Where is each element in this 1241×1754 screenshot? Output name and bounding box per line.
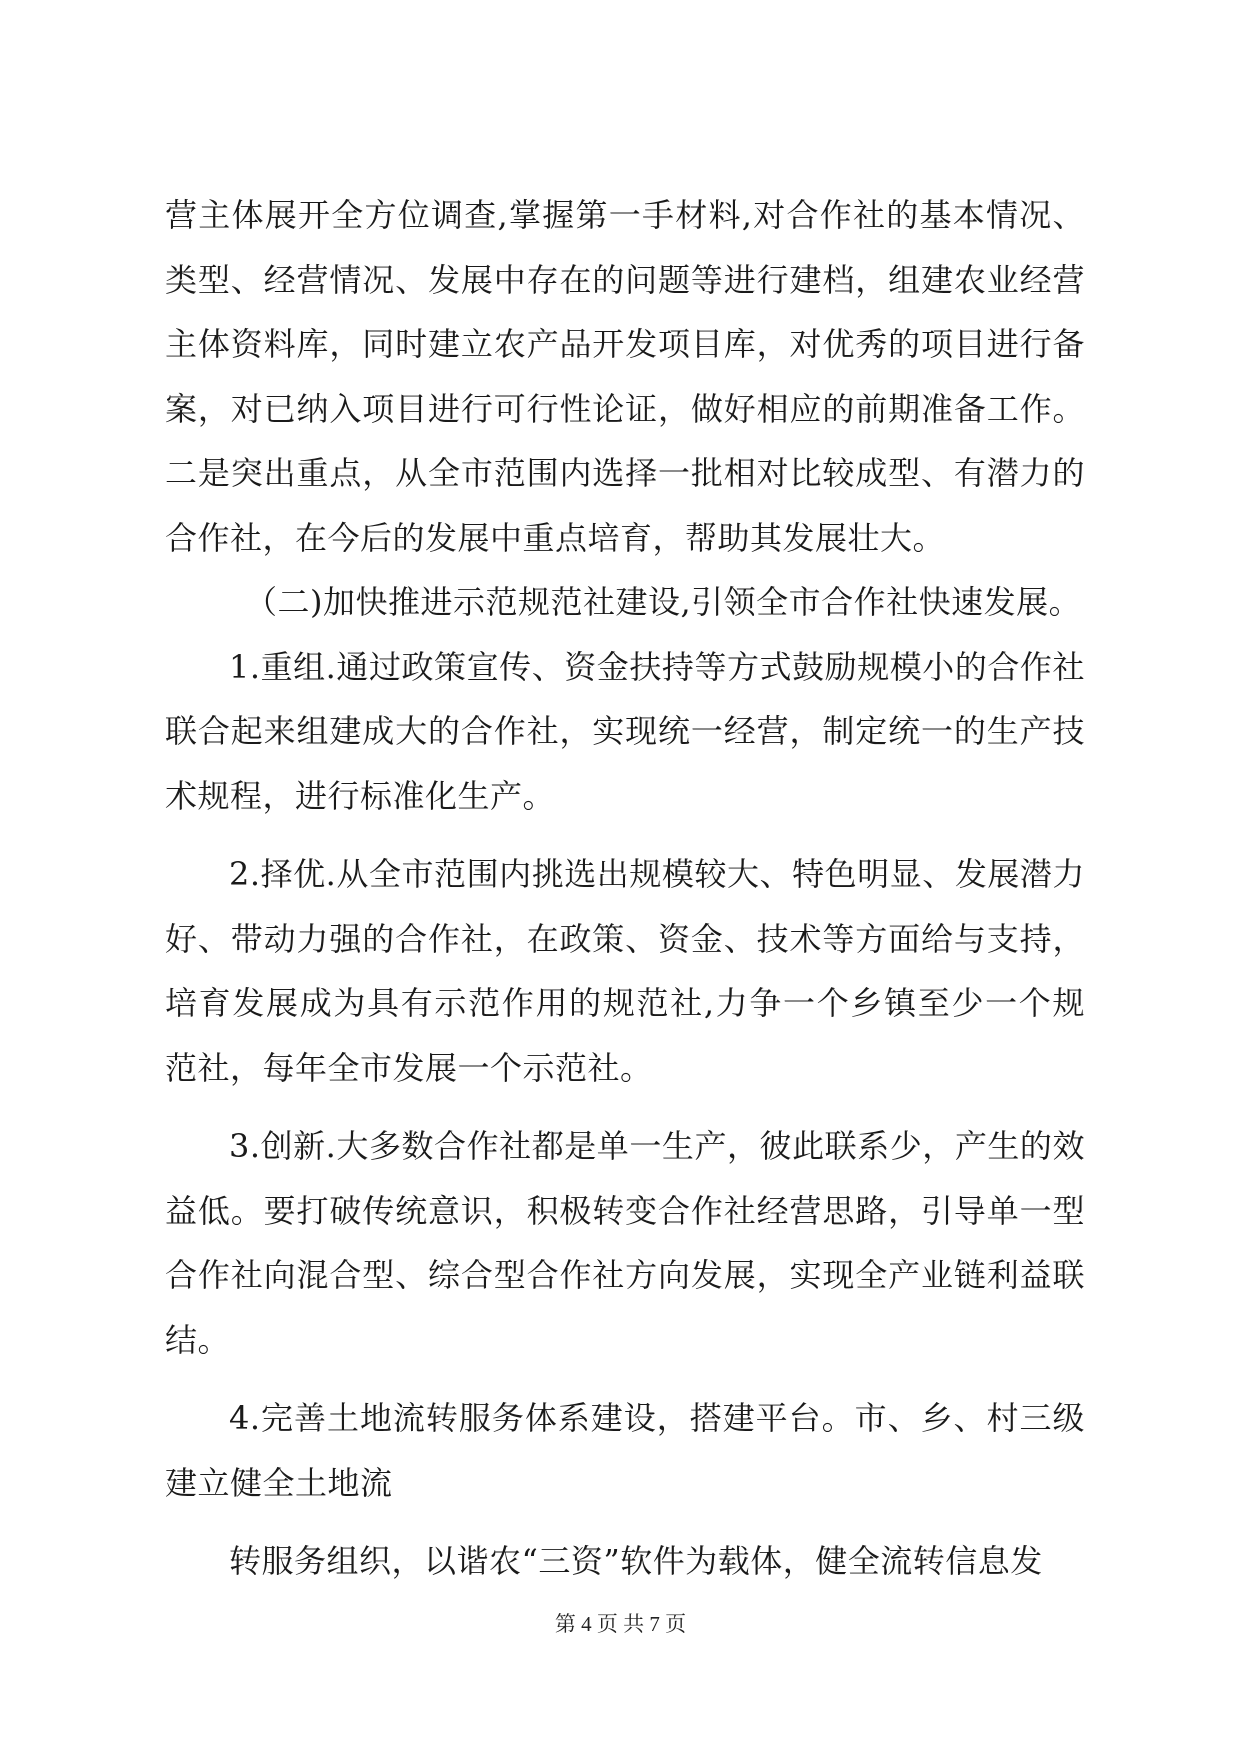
section-heading-2: （二)加快推进示范规范社建设,引领全市合作社快速发展。 <box>245 583 1082 621</box>
paragraph-item-3: 3.创新.大多数合作社都是单一生产，彼此联系少，产生的效益低。要打破传统意识，积极转变合作社经营思路，引导单一型合作社向混合型、综合型合作社方向发展，实现全产业链利益联结。 <box>165 1127 1085 1359</box>
paragraph-item-4: 4.完善土地流转服务体系建设，搭建平台。市、乡、村三级建立健全土地流 <box>165 1399 1085 1502</box>
document-body <box>165 183 1085 1594</box>
paragraph-continuation: 转服务组织，以谐农“三资”软件为载体，健全流转信息发 <box>229 1542 1043 1580</box>
paragraph-survey: 营主体展开全方位调查,掌握第一手材料,对合作社的基本情况、类型、经营情况、发展中存在的问题等进行建档，组建农业经营主体资料库，同时建立农产品开发项目库，对优秀的项目进行备案，对已纳入项目进行可行性论证，做好相应的前期准备工作。二是突出重点，从全市范围内选择一批相对比较成型、有潜力的合作社，在今后的发展中重点培育，帮助其发展壮大。 <box>165 196 1085 557</box>
page-number-footer: 第 4 页 共 7 页 <box>554 1612 687 1636</box>
paragraph-item-1: 1.重组.通过政策宣传、资金扶持等方式鼓励规模小的合作社联合起来组建成大的合作社，实现统一经营，制定统一的生产技术规程，进行标准化生产。 <box>165 647 1085 815</box>
paragraph-item-2: 2.择优.从全市范围内挑选出规模较大、特色明显、发展潜力好、带动力强的合作社，在政策、资金、技术等方面给与支持，培育发展成为具有示范作用的规范社,力争一个乡镇至少一个规范社，每年全市发展一个示范社。 <box>165 855 1085 1087</box>
